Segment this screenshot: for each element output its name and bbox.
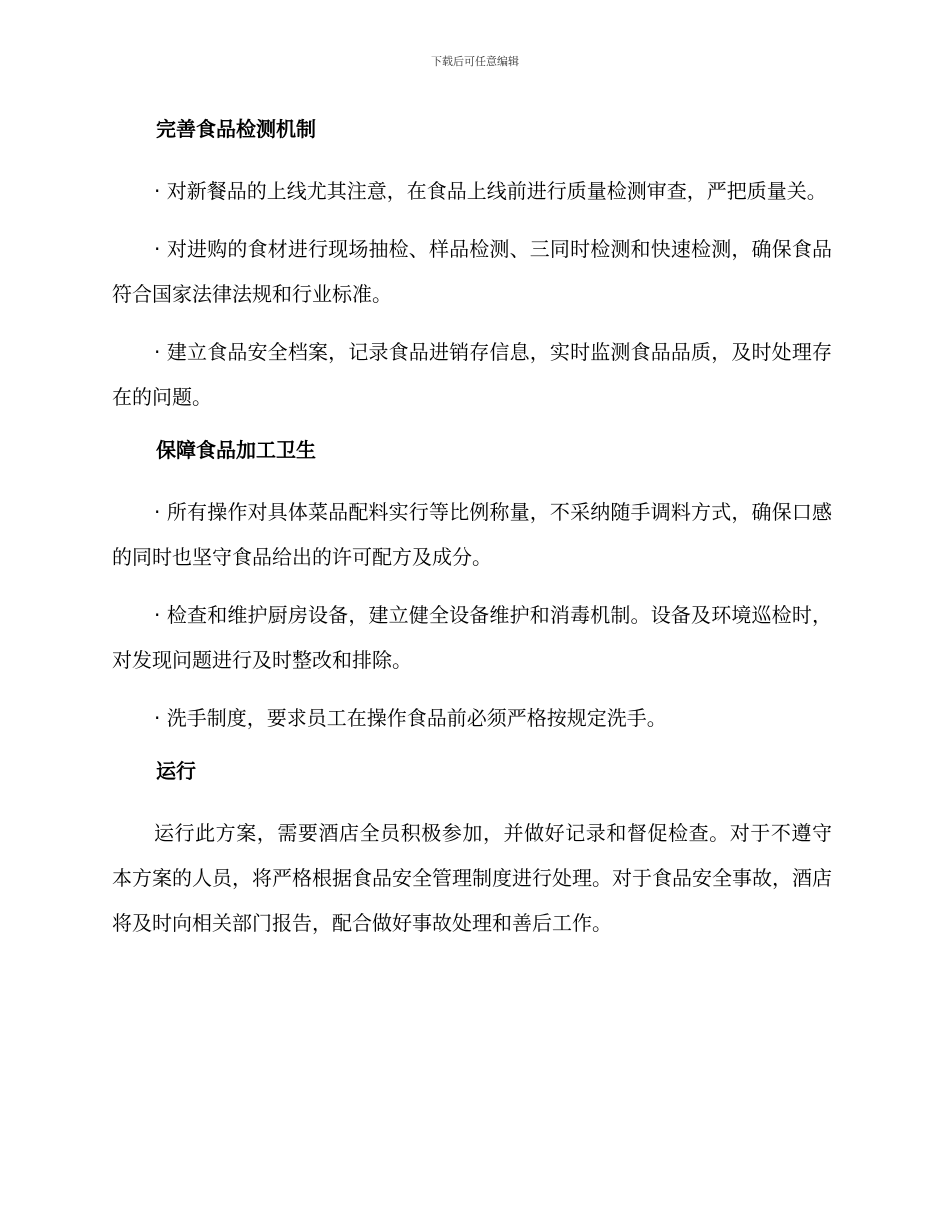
paragraph: · 洗手制度，要求员工在操作食品前必须严格按规定洗手。 [154,706,667,730]
section-heading: 完善食品检测机制 [156,117,316,141]
document-body [112,112,832,959]
paragraph: · 检查和维护厨房设备，建立健全设备维护和消毒机制。设备及环境巡检时，对发现问题进行及时整改和排除。 [112,603,832,672]
paragraph: · 所有操作对具体菜品配料实行等比例称量，不采纳随手调料方式，确保口感的同时也坚守食品给出的许可配方及成分。 [112,500,832,569]
page-header: 下载后可任意编辑 [431,55,519,68]
paragraph: 运行此方案，需要酒店全员积极参加，并做好记录和督促检查。对于不遵守本方案的人员，将严格根据食品安全管理制度进行处理。对于食品安全事故，酒店将及时向相关部门报告，配合做好事故处理和善后工作。 [112,821,832,935]
section-heading: 运行 [156,759,196,783]
paragraph: · 建立食品安全档案，记录食品进销存信息，实时监测食品品质，及时处理存在的问题。 [112,340,832,409]
section-food-hygiene [112,433,832,741]
paragraph: · 对新餐品的上线尤其注意，在食品上线前进行质量检测审查，严把质量关。 [154,179,827,203]
paragraph: · 对进购的食材进行现场抽检、样品检测、三同时检测和快速检测，确保食品符合国家法律法规和行业标准。 [112,237,832,306]
section-operation [112,754,832,946]
section-food-inspection [112,112,832,420]
section-heading: 保障食品加工卫生 [156,438,316,462]
